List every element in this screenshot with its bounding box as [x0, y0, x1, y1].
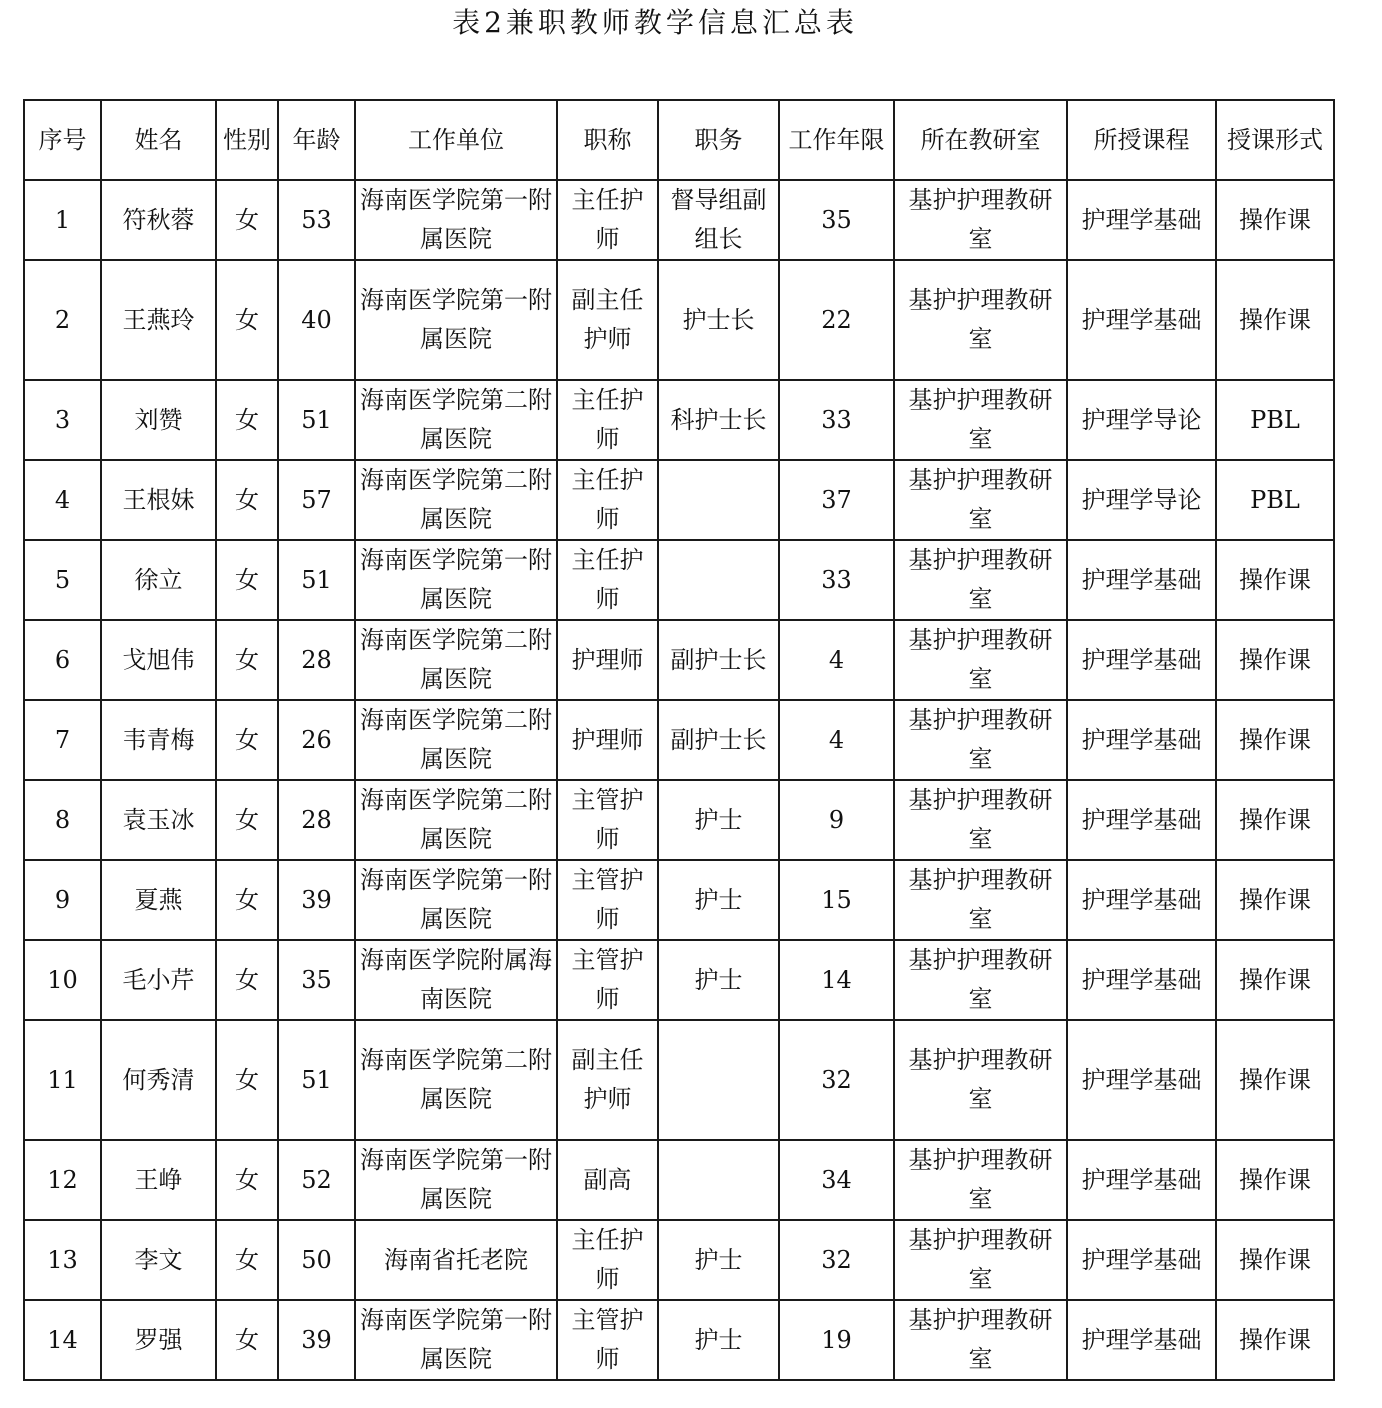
table-cell: 4: [779, 700, 894, 780]
table-cell: 护理师: [557, 620, 658, 700]
table-row: [24, 1140, 1334, 1220]
table-cell: 3: [24, 380, 101, 460]
table-cell: 主管护师: [557, 780, 658, 860]
table-cell: 海南医学院第一附属医院: [355, 540, 557, 620]
table-cell: 33: [779, 380, 894, 460]
table-cell: 女: [216, 860, 278, 940]
table-cell: 海南医学院第一附属医院: [355, 180, 557, 260]
table-cell: 护理学基础: [1067, 260, 1216, 380]
table-cell: 7: [24, 700, 101, 780]
table-cell: 53: [278, 180, 355, 260]
table-cell: 操作课: [1216, 780, 1334, 860]
table-cell: 海南医学院第二附属医院: [355, 620, 557, 700]
table-row: [24, 260, 1334, 380]
table-cell: 女: [216, 540, 278, 620]
table-cell: 操作课: [1216, 940, 1334, 1020]
table-cell: 戈旭伟: [101, 620, 216, 700]
table-cell: 1: [24, 180, 101, 260]
table-cell: 女: [216, 460, 278, 540]
table-cell: 22: [779, 260, 894, 380]
table-cell: 袁玉冰: [101, 780, 216, 860]
table-cell: 海南省托老院: [355, 1220, 557, 1300]
table-cell: 副主任护师: [557, 1020, 658, 1140]
table-cell: 19: [779, 1300, 894, 1380]
table-cell: 副高: [557, 1140, 658, 1220]
table-cell: 28: [278, 620, 355, 700]
header-cell: 职称: [557, 100, 658, 180]
table-cell: 操作课: [1216, 180, 1334, 260]
table-cell: 39: [278, 860, 355, 940]
table-cell: 护理学基础: [1067, 940, 1216, 1020]
table-cell: 海南医学院第一附属医院: [355, 260, 557, 380]
table-cell: 13: [24, 1220, 101, 1300]
table-cell: 女: [216, 180, 278, 260]
table-cell: 护理学基础: [1067, 1300, 1216, 1380]
table-cell: 33: [779, 540, 894, 620]
table-cell: 海南医学院附属海南医院: [355, 940, 557, 1020]
header-cell: 所授课程: [1067, 100, 1216, 180]
table-cell: 基护护理教研室: [894, 1220, 1067, 1300]
table-cell: 26: [278, 700, 355, 780]
table-cell: [658, 1140, 779, 1220]
table-cell: 护士: [658, 1220, 779, 1300]
table-cell: 基护护理教研室: [894, 1020, 1067, 1140]
table-cell: 护士: [658, 1300, 779, 1380]
table-cell: PBL: [1216, 460, 1334, 540]
table-cell: 基护护理教研室: [894, 780, 1067, 860]
table-cell: 34: [779, 1140, 894, 1220]
table-cell: 护理学基础: [1067, 180, 1216, 260]
table-cell: 女: [216, 1300, 278, 1380]
header-cell: 授课形式: [1216, 100, 1334, 180]
header-cell: 所在教研室: [894, 100, 1067, 180]
table-cell: 王根妹: [101, 460, 216, 540]
table-cell: 女: [216, 380, 278, 460]
table-cell: 57: [278, 460, 355, 540]
table-cell: 10: [24, 940, 101, 1020]
table-cell: 主任护师: [557, 460, 658, 540]
table-cell: 操作课: [1216, 620, 1334, 700]
table-cell: 32: [779, 1220, 894, 1300]
table-cell: 罗强: [101, 1300, 216, 1380]
table-cell: 护士长: [658, 260, 779, 380]
table-cell: 护理学导论: [1067, 380, 1216, 460]
table-cell: 基护护理教研室: [894, 260, 1067, 380]
table-cell: 基护护理教研室: [894, 940, 1067, 1020]
table-cell: 32: [779, 1020, 894, 1140]
table-cell: 39: [278, 1300, 355, 1380]
table-cell: 女: [216, 620, 278, 700]
table-cell: 51: [278, 540, 355, 620]
table-cell: 50: [278, 1220, 355, 1300]
table-cell: 操作课: [1216, 260, 1334, 380]
table-row: [24, 780, 1334, 860]
table-cell: 护理学基础: [1067, 1220, 1216, 1300]
table-row: [24, 940, 1334, 1020]
table-cell: 护士: [658, 780, 779, 860]
table-row: [24, 1300, 1334, 1380]
table-cell: 护理学基础: [1067, 700, 1216, 780]
teacher-info-table: [23, 99, 1335, 1381]
table-cell: 女: [216, 1140, 278, 1220]
table-cell: 51: [278, 380, 355, 460]
table-cell: 科护士长: [658, 380, 779, 460]
header-cell: 序号: [24, 100, 101, 180]
header-cell: 姓名: [101, 100, 216, 180]
table-cell: 主任护师: [557, 540, 658, 620]
table-row: [24, 540, 1334, 620]
table-cell: [658, 540, 779, 620]
table-cell: 操作课: [1216, 1300, 1334, 1380]
table-cell: 35: [779, 180, 894, 260]
table-cell: 海南医学院第二附属医院: [355, 1020, 557, 1140]
table-cell: 女: [216, 1020, 278, 1140]
table-cell: 海南医学院第二附属医院: [355, 700, 557, 780]
table-cell: 护理学基础: [1067, 1140, 1216, 1220]
table-cell: 主管护师: [557, 1300, 658, 1380]
table-cell: 护理学基础: [1067, 860, 1216, 940]
table-cell: 基护护理教研室: [894, 620, 1067, 700]
table-row: [24, 460, 1334, 540]
table-cell: 9: [24, 860, 101, 940]
table-cell: 海南医学院第一附属医院: [355, 1140, 557, 1220]
table-cell: 9: [779, 780, 894, 860]
table-cell: 符秋蓉: [101, 180, 216, 260]
table-cell: 基护护理教研室: [894, 460, 1067, 540]
table-cell: PBL: [1216, 380, 1334, 460]
table-cell: 11: [24, 1020, 101, 1140]
table-cell: 基护护理教研室: [894, 180, 1067, 260]
table-cell: 女: [216, 260, 278, 380]
table-cell: 操作课: [1216, 1220, 1334, 1300]
table-cell: 15: [779, 860, 894, 940]
table-cell: 李文: [101, 1220, 216, 1300]
table-cell: 操作课: [1216, 1140, 1334, 1220]
table-row: [24, 1020, 1334, 1140]
table-cell: 2: [24, 260, 101, 380]
table-cell: 4: [24, 460, 101, 540]
table-cell: 何秀清: [101, 1020, 216, 1140]
table-cell: 8: [24, 780, 101, 860]
table-cell: 女: [216, 700, 278, 780]
table-cell: 操作课: [1216, 540, 1334, 620]
table-cell: 基护护理教研室: [894, 540, 1067, 620]
table-cell: 王燕玲: [101, 260, 216, 380]
table-cell: 操作课: [1216, 860, 1334, 940]
table-cell: 51: [278, 1020, 355, 1140]
table-cell: 副主任护师: [557, 260, 658, 380]
table-cell: [658, 1020, 779, 1140]
table-row: [24, 700, 1334, 780]
table-cell: 基护护理教研室: [894, 700, 1067, 780]
table-cell: 副护士长: [658, 620, 779, 700]
header-cell: 工作单位: [355, 100, 557, 180]
table-cell: 52: [278, 1140, 355, 1220]
table-cell: 35: [278, 940, 355, 1020]
table-cell: 海南医学院第二附属医院: [355, 380, 557, 460]
table-cell: 4: [779, 620, 894, 700]
header-cell: 工作年限: [779, 100, 894, 180]
table-cell: 护理学基础: [1067, 1020, 1216, 1140]
table-cell: 海南医学院第一附属医院: [355, 860, 557, 940]
table-cell: 37: [779, 460, 894, 540]
table-cell: 夏燕: [101, 860, 216, 940]
header-cell: 职务: [658, 100, 779, 180]
table-row: [24, 380, 1334, 460]
table-title: 表2兼职教师教学信息汇总表: [452, 6, 858, 39]
table-cell: 护理学基础: [1067, 780, 1216, 860]
table-cell: 护士: [658, 860, 779, 940]
table-cell: 海南医学院第二附属医院: [355, 780, 557, 860]
table-row: [24, 620, 1334, 700]
table-cell: 督导组副组长: [658, 180, 779, 260]
table-cell: 韦青梅: [101, 700, 216, 780]
table-cell: 6: [24, 620, 101, 700]
table-cell: 操作课: [1216, 1020, 1334, 1140]
table-cell: 护理学基础: [1067, 540, 1216, 620]
table-cell: [658, 460, 779, 540]
table-cell: 护理学基础: [1067, 620, 1216, 700]
table-cell: 操作课: [1216, 700, 1334, 780]
table-row: [24, 1220, 1334, 1300]
table-cell: 基护护理教研室: [894, 860, 1067, 940]
table-cell: 女: [216, 940, 278, 1020]
table-cell: 40: [278, 260, 355, 380]
table-cell: 基护护理教研室: [894, 380, 1067, 460]
table-cell: 主管护师: [557, 860, 658, 940]
table-row: [24, 860, 1334, 940]
table-cell: 刘赞: [101, 380, 216, 460]
table-cell: 基护护理教研室: [894, 1300, 1067, 1380]
header-row: [24, 100, 1334, 180]
table-cell: 女: [216, 780, 278, 860]
table-cell: 王峥: [101, 1140, 216, 1220]
table-cell: 护士: [658, 940, 779, 1020]
table-cell: 毛小芹: [101, 940, 216, 1020]
table-cell: 14: [779, 940, 894, 1020]
table-cell: 主管护师: [557, 940, 658, 1020]
table-cell: 12: [24, 1140, 101, 1220]
table-cell: 海南医学院第一附属医院: [355, 1300, 557, 1380]
table-cell: 主任护师: [557, 380, 658, 460]
table-cell: 主任护师: [557, 180, 658, 260]
table-cell: 28: [278, 780, 355, 860]
table-cell: 5: [24, 540, 101, 620]
table-cell: 基护护理教研室: [894, 1140, 1067, 1220]
header-cell: 性别: [216, 100, 278, 180]
table-cell: 徐立: [101, 540, 216, 620]
header-cell: 年龄: [278, 100, 355, 180]
table-cell: 护理学导论: [1067, 460, 1216, 540]
table-cell: 护理师: [557, 700, 658, 780]
table-cell: 海南医学院第二附属医院: [355, 460, 557, 540]
table-row: [24, 180, 1334, 260]
table-cell: 14: [24, 1300, 101, 1380]
table-cell: 副护士长: [658, 700, 779, 780]
table-cell: 主任护师: [557, 1220, 658, 1300]
table-cell: 女: [216, 1220, 278, 1300]
